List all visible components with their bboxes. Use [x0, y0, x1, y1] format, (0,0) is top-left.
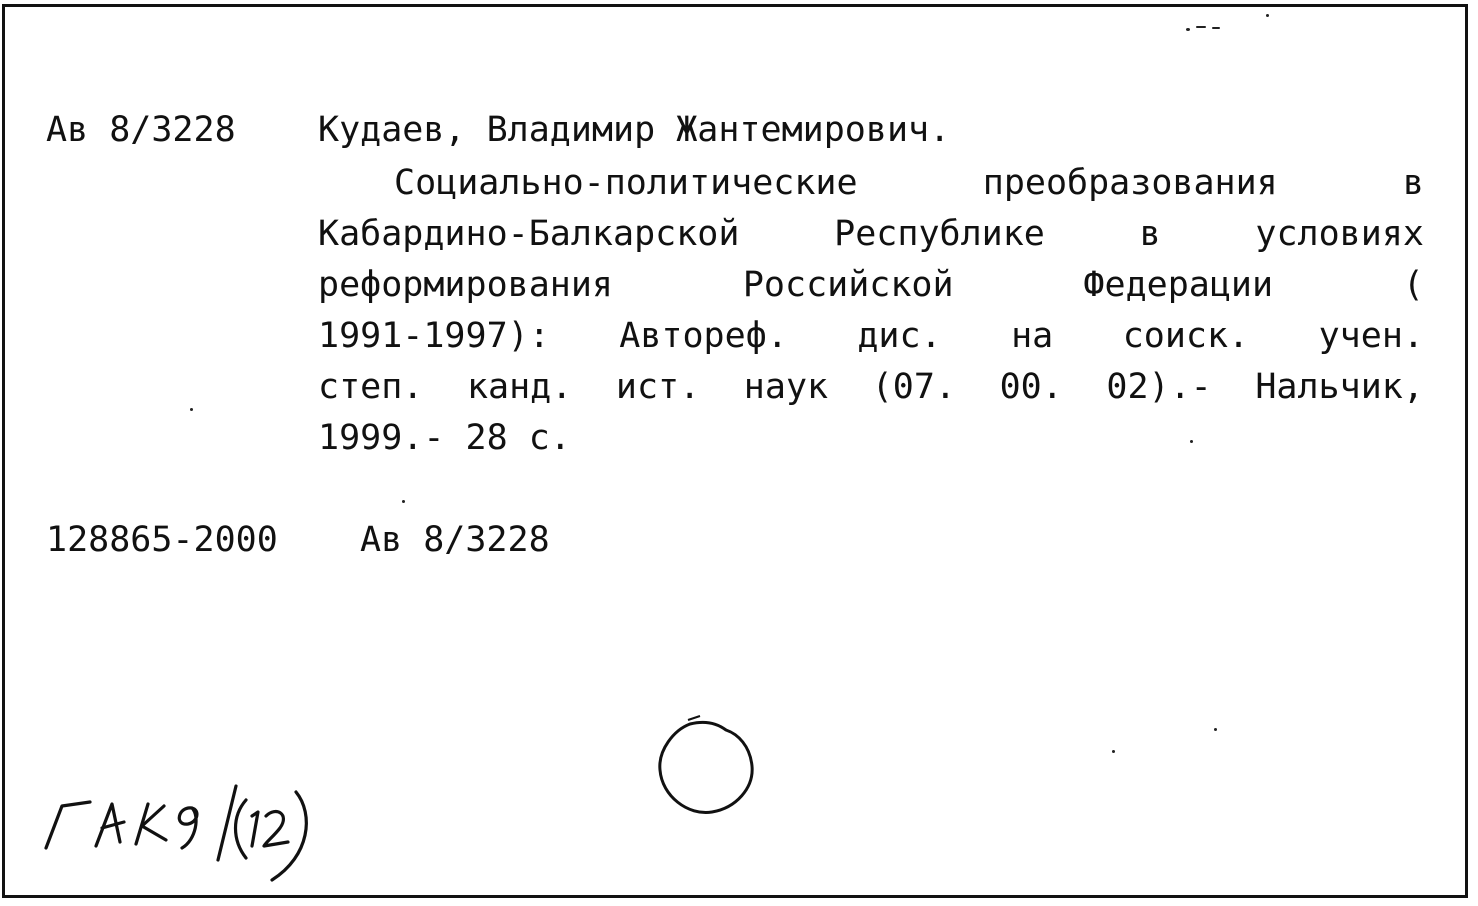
round-stamp-mark: [648, 712, 768, 824]
speck: [402, 500, 405, 503]
speck: [1112, 750, 1115, 753]
accession-shelf-mark: Ав 8/3228: [360, 520, 550, 560]
bibliographic-description: [318, 158, 1424, 464]
description-line: 1999.- 28 с.: [318, 418, 571, 458]
speck: [1214, 728, 1217, 731]
description-line: реформирования Российской Федерации (: [318, 265, 1424, 305]
speck: [1196, 26, 1206, 28]
shelf-mark: Ав 8/3228: [46, 110, 236, 150]
description-line: Социально-политические преобразования в: [394, 163, 1424, 203]
speck: [190, 408, 193, 411]
speck: [1266, 14, 1269, 17]
description-line: степ. канд. ист. наук (07. 00. 02).- Нальчик,: [318, 367, 1424, 407]
accession-number: 128865-2000: [46, 520, 278, 560]
handwritten-note: [40, 770, 330, 885]
description-line: 1991-1997): Автореф. дис. на соиск. учен.: [318, 316, 1424, 356]
author-heading: Кудаев, Владимир Жантемирович.: [318, 110, 951, 150]
description-line: Кабардино-Балкарской Республике в условиях: [318, 214, 1424, 254]
speck: [1190, 440, 1193, 443]
speck: [1186, 28, 1190, 31]
speck: [1212, 27, 1220, 29]
